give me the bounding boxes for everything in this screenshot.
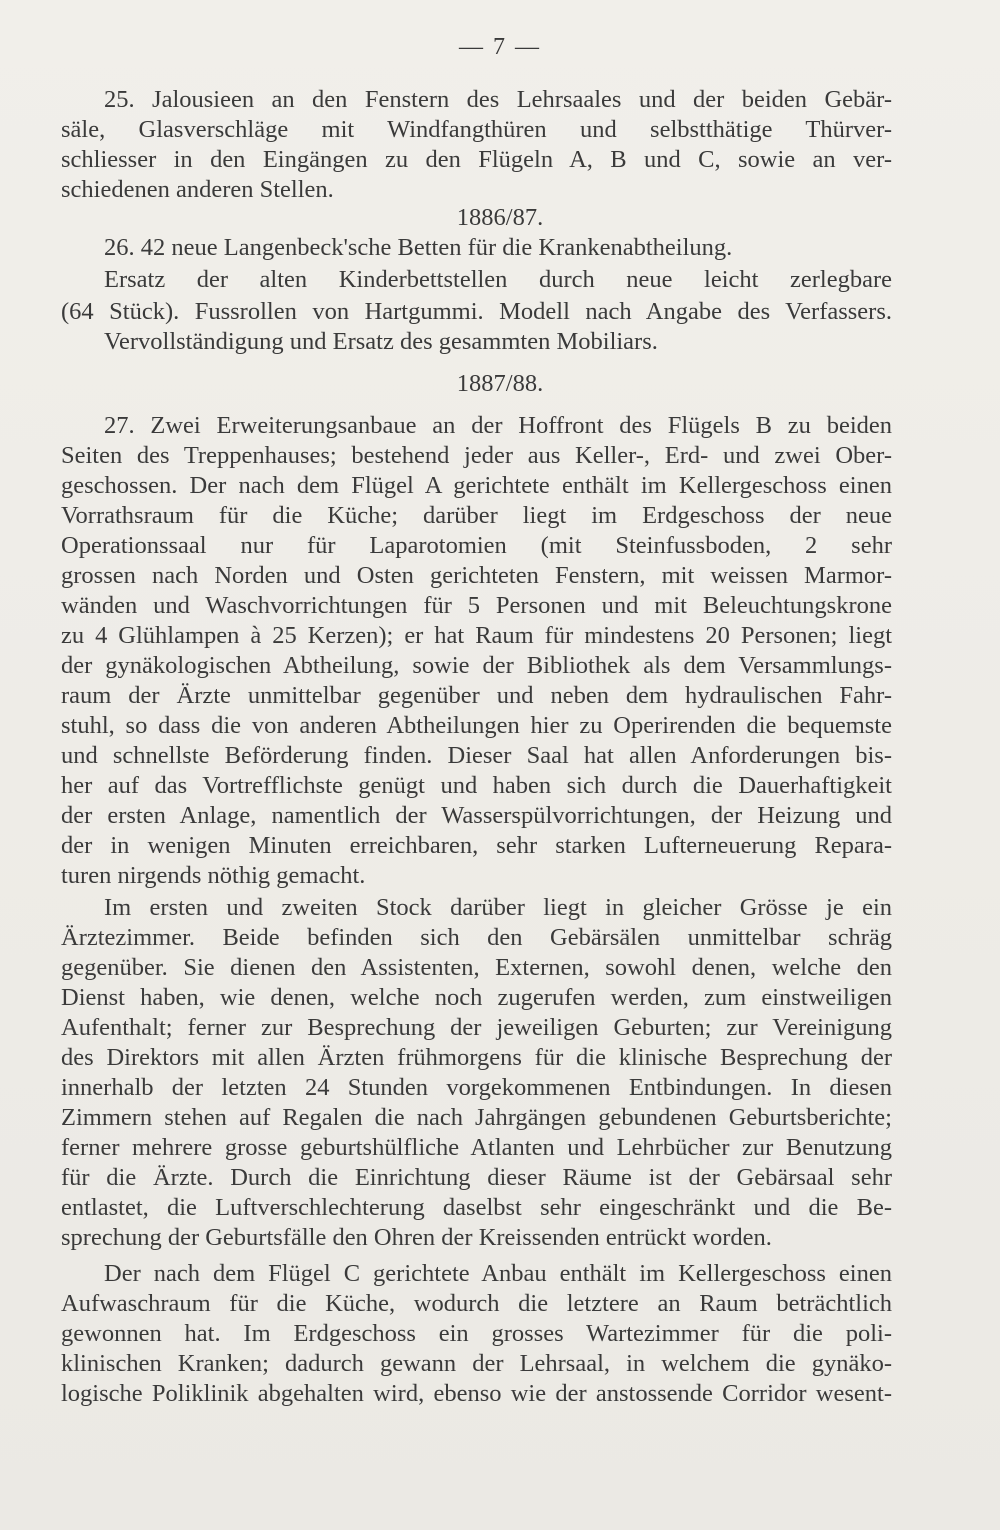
text-line: 1887/88.	[456, 370, 544, 397]
text-line: Aufenthalt; ferner zur Besprechung der jeweiligen Geburten; zur Vereinigung	[61, 1014, 892, 1041]
text-line: ferner mehrere grosse geburtshülfliche Atlanten und Lehrbücher zur Benutzung	[61, 1134, 892, 1161]
text-line: her auf das Vortrefflichste genügt und haben sich durch die Dauerhaftigkeit	[61, 772, 892, 799]
text-line: Vervollständigung und Ersatz des gesammten Mobiliars.	[104, 328, 658, 355]
text-line: für die Ärzte. Durch die Einrichtung dieser Räume ist der Gebärsaal sehr	[61, 1164, 892, 1191]
text-line: 1886/87.	[456, 204, 544, 231]
text-line: wänden und Waschvorrichtungen für 5 Personen und mit Beleuchtungskrone	[61, 592, 892, 619]
text-line: der gynäkologischen Abtheilung, sowie der Bibliothek als dem Versammlungs-	[61, 652, 892, 679]
text-line: klinischen Kranken; dadurch gewann der Lehrsaal, in welchem die gynäko-	[61, 1350, 892, 1377]
text-line: entlastet, die Luftverschlechterung daselbst sehr eingeschränkt und die Be-	[61, 1194, 892, 1221]
text-line: schiedenen anderen Stellen.	[61, 176, 334, 203]
text-line: 27. Zwei Erweiterungsanbaue an der Hoffront des Flügels B zu beiden	[104, 412, 892, 439]
text-line: Operationssaal nur für Laparotomien (mit Steinfussboden, 2 sehr	[61, 532, 892, 559]
text-line: turen nirgends nöthig gemacht.	[61, 862, 366, 889]
text-line: logische Poliklinik abgehalten wird, ebenso wie der anstossende Corridor wesent-	[61, 1380, 892, 1407]
text-line: und schnellste Beförderung finden. Dieser Saal hat allen Anforderungen bis-	[61, 742, 892, 769]
text-line: gewonnen hat. Im Erdgeschoss ein grosses Wartezimmer für die poli-	[61, 1320, 892, 1347]
text-line: Zimmern stehen auf Regalen die nach Jahrgängen gebundenen Geburtsberichte;	[61, 1104, 892, 1131]
text-line: gegenüber. Sie dienen den Assistenten, Externen, sowohl denen, welche den	[61, 954, 892, 981]
text-line: des Direktors mit allen Ärzten frühmorgens für die klinische Besprechung der	[61, 1044, 892, 1071]
text-line: sprechung der Geburtsfälle den Ohren der Kreissenden entrückt worden.	[61, 1224, 772, 1251]
text-line: 25. Jalousieen an den Fenstern des Lehrsaales und der beiden Gebär-	[104, 86, 892, 113]
text-line: zu 4 Glühlampen à 25 Kerzen); er hat Raum für mindestens 20 Personen; liegt	[61, 622, 892, 649]
text-line: Ersatz der alten Kinderbettstellen durch neue leicht zerlegbare	[104, 266, 892, 293]
text-line: schliesser in den Eingängen zu den Flügeln A, B und C, sowie an ver-	[61, 146, 892, 173]
text-line: Ärztezimmer. Beide befinden sich den Gebärsälen unmittelbar schräg	[61, 924, 892, 951]
text-line: Im ersten und zweiten Stock darüber liegt in gleicher Grösse je ein	[104, 894, 892, 921]
text-line: der in wenigen Minuten erreichbaren, sehr starken Lufterneuerung Repara-	[61, 832, 892, 859]
text-line: raum der Ärzte unmittelbar gegenüber und neben dem hydraulischen Fahr-	[61, 682, 892, 709]
text-line: Vorrathsraum für die Küche; darüber liegt im Erdgeschoss der neue	[61, 502, 892, 529]
text-line: stuhl, so dass die von anderen Abtheilungen hier zu Operirenden die bequemste	[61, 712, 892, 739]
text-line: (64 Stück). Fussrollen von Hartgummi. Modell nach Angabe des Verfassers.	[61, 298, 892, 325]
text-line: Aufwaschraum für die Küche, wodurch die letztere an Raum beträchtlich	[61, 1290, 892, 1317]
text-line: Seiten des Treppenhauses; bestehend jeder aus Keller-, Erd- und zwei Ober-	[61, 442, 892, 469]
page-number: — 7 —	[459, 34, 541, 60]
text-line: säle, Glasverschläge mit Windfangthüren und selbstthätige Thürver-	[61, 116, 892, 143]
text-line: geschossen. Der nach dem Flügel A gerichtete enthält im Kellergeschoss einen	[61, 472, 892, 499]
text-line: innerhalb der letzten 24 Stunden vorgekommenen Entbindungen. In diesen	[61, 1074, 892, 1101]
text-line: 26. 42 neue Langenbeck'sche Betten für die Krankenabtheilung.	[104, 234, 733, 261]
text-line: Dienst haben, wie denen, welche noch zugerufen werden, zum einstweiligen	[61, 984, 892, 1011]
text-line: grossen nach Norden und Osten gerichteten Fenstern, mit weissen Marmor-	[61, 562, 892, 589]
text-line: Der nach dem Flügel C gerichtete Anbau enthält im Kellergeschoss einen	[104, 1260, 892, 1287]
text-line: der ersten Anlage, namentlich der Wasserspülvorrichtungen, der Heizung und	[61, 802, 892, 829]
